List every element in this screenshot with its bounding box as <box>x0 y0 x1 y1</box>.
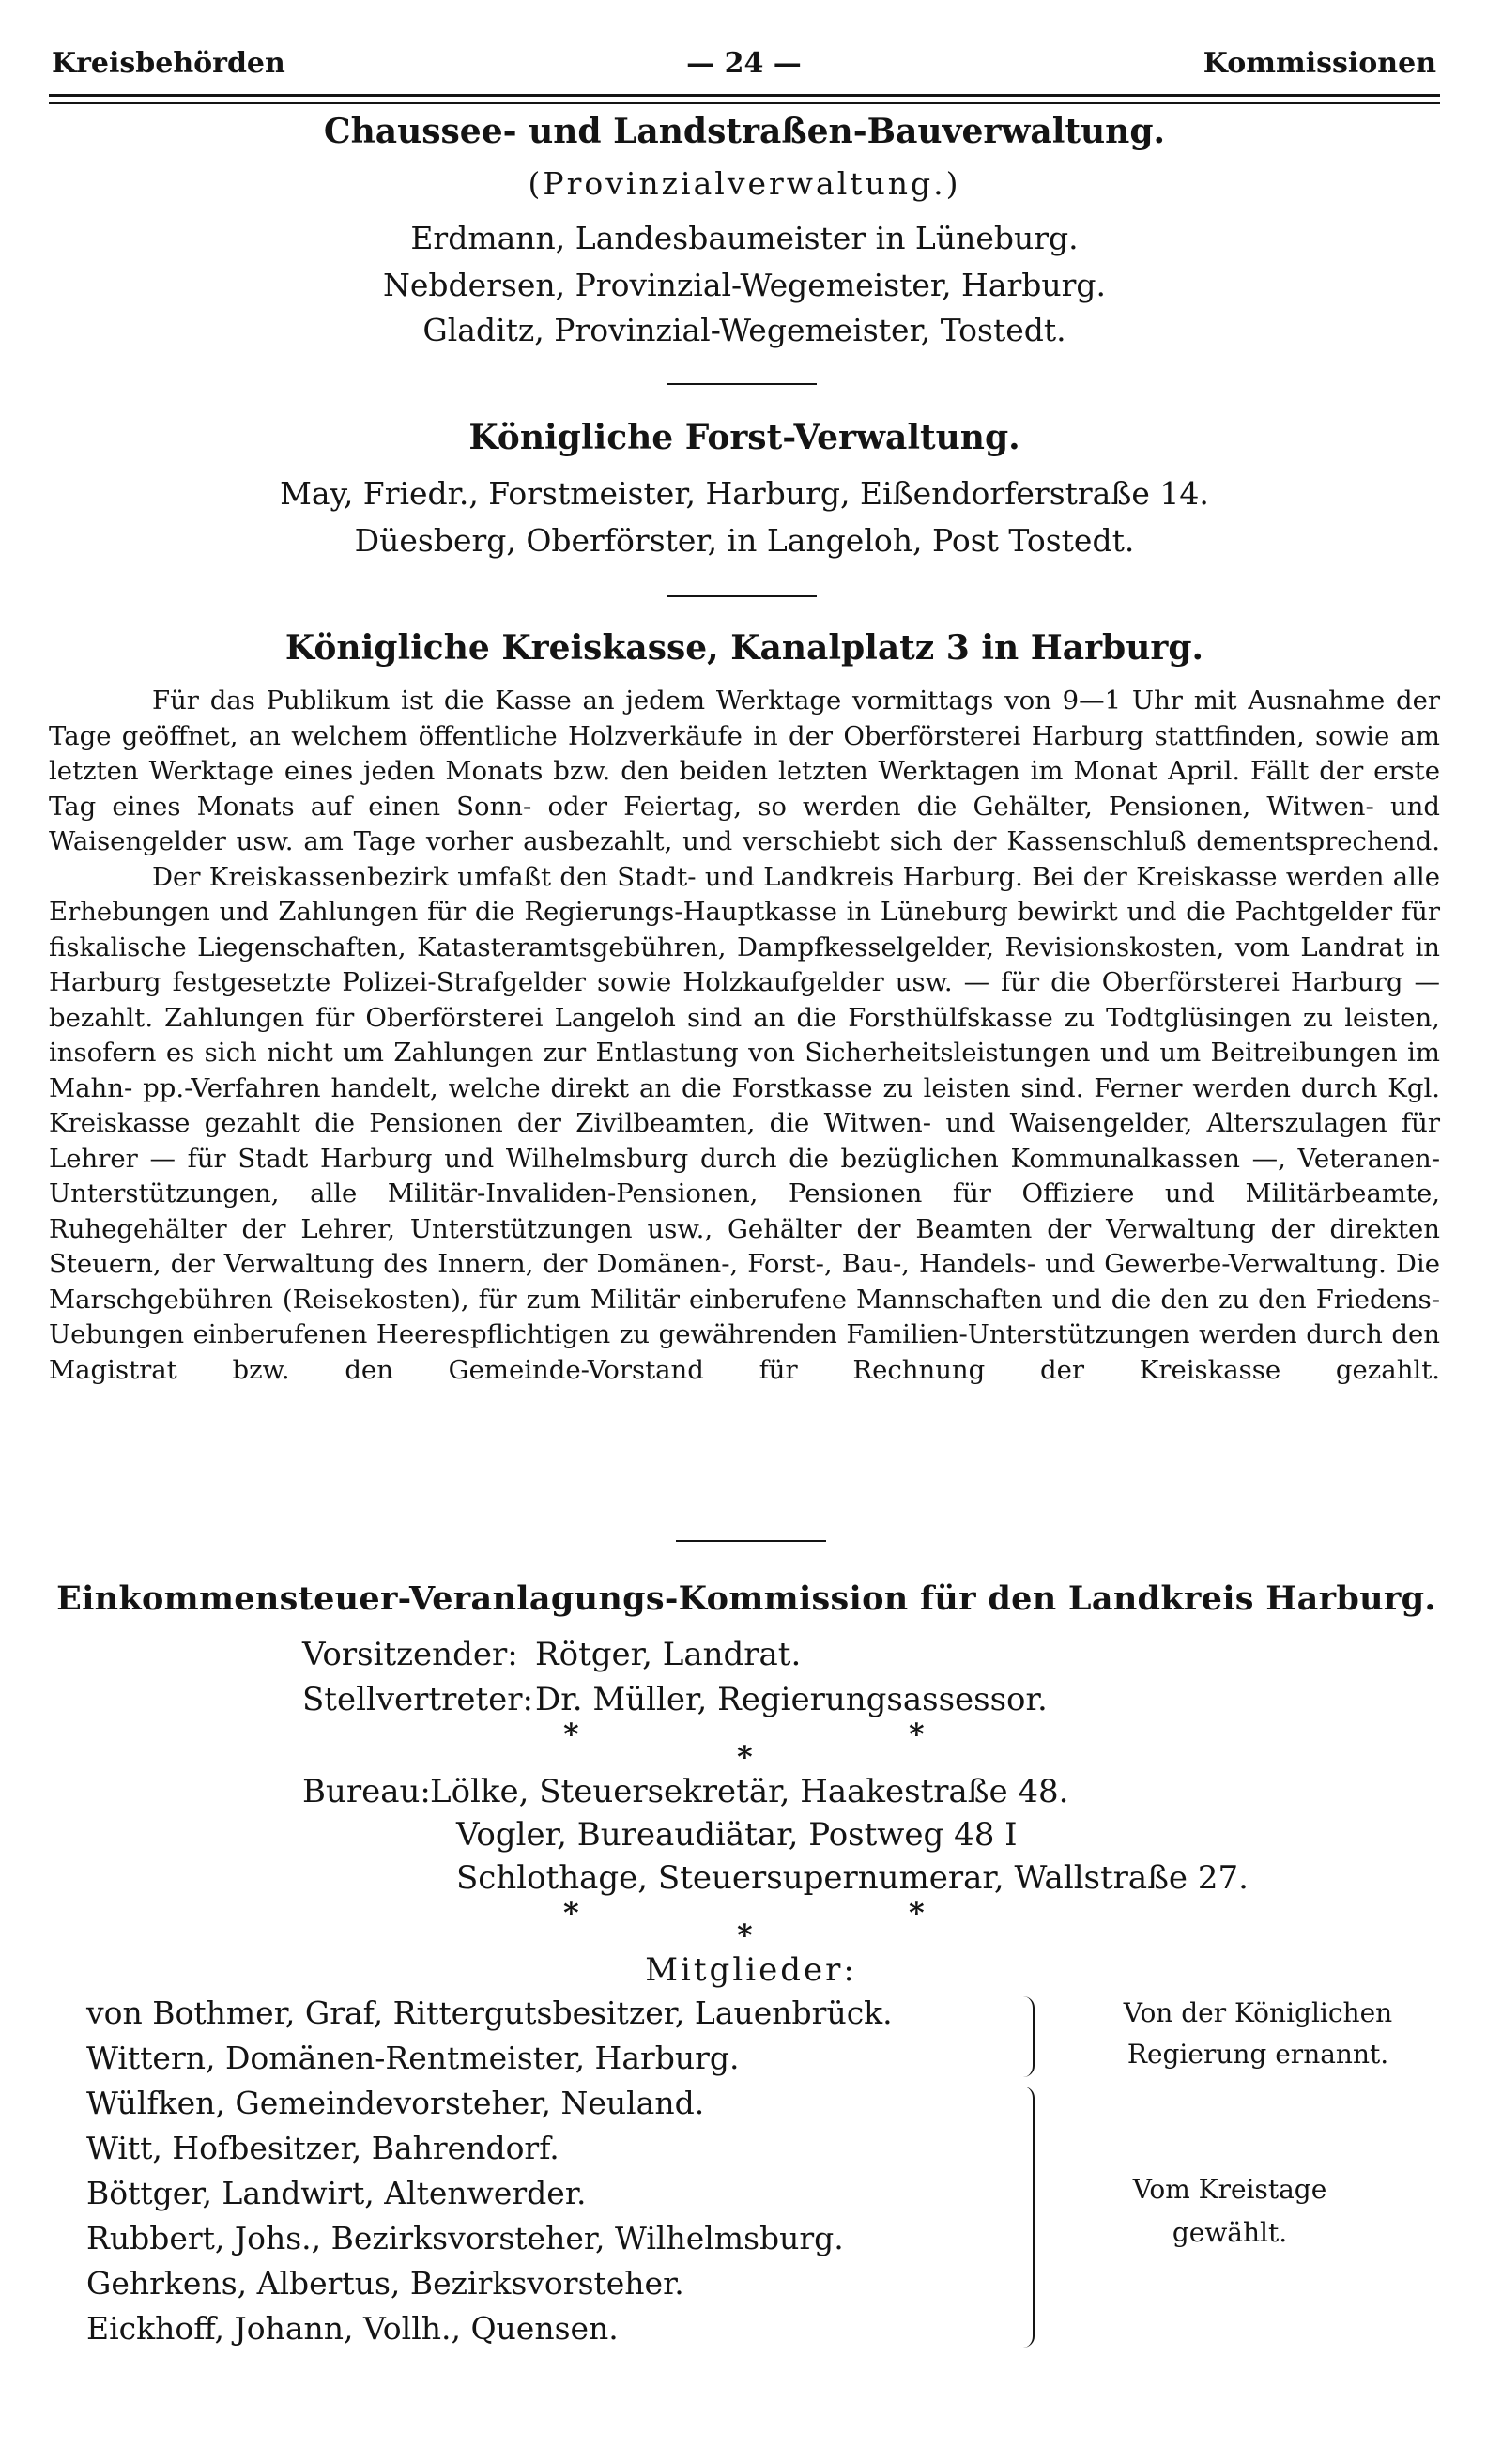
member-entry: Wülfken, Gemeindevorsteher, Neuland. <box>86 2085 705 2121</box>
note-regierung-line1: Von der Königlichen <box>1123 1997 1393 2028</box>
entry-line: Gladitz, Provinzial-Wegemeister, Tostedt. <box>422 312 1066 348</box>
mitglieder-heading: Mitglieder: <box>645 1951 857 1989</box>
member-entry: von Bothmer, Graf, Rittergutsbesitzer, Lauenbrück. <box>86 1994 893 2031</box>
note-kreistag-line2: gewählt. <box>1172 2217 1288 2248</box>
vorsitzender-value: Rötger, Landrat. <box>535 1636 802 1673</box>
section-title-chaussee: Chaussee- und Landstraßen-Bauverwaltung. <box>323 112 1166 151</box>
asterisk: * <box>737 1917 753 1953</box>
brace-regierung <box>1023 1996 1035 2077</box>
brace-kreistag <box>1023 2087 1035 2348</box>
bureau-label: Bureau: <box>302 1773 431 1810</box>
stellvertreter-value: Dr. Müller, Regierungsassessor. <box>535 1681 1048 1718</box>
running-header <box>52 41 1436 88</box>
stellvertreter-label: Stellvertreter: <box>302 1681 533 1718</box>
section-divider <box>676 1540 826 1542</box>
asterisk: * <box>737 1739 753 1775</box>
paragraph-opening-hours: Für das Publikum ist die Kasse an jedem Werktage vormittags von 9—1 Uhr mit Ausnahme der Tage geöffnet, an welchem öffentliche Holzverkäufe in der Oberförsterei Harburg stattfinden, sowie am letzten Werktage eines jeden Monats bzw. den beiden letzten Werktagen im Monat April. Fällt der erste Tag eines Monats auf einen Sonn- oder Feiertag, so werden die Gehälter, Pensionen, Witwen- und Waisengelder usw. am Tage vorher ausbezahlt, und verschiebt sich der Kassenschluß dementsprechend. <box>49 685 1440 856</box>
section-divider <box>667 595 817 597</box>
section-subtitle-chaussee: (Provinzialverwaltung.) <box>528 165 961 202</box>
entry-line: May, Friedr., Forstmeister, Harburg, Eißendorferstraße 14. <box>280 475 1209 512</box>
asterisk: * <box>909 1717 925 1752</box>
entry-line: Erdmann, Landesbaumeister in Lüneburg. <box>410 220 1079 256</box>
asterisk: * <box>563 1717 579 1752</box>
page-number: — 24 — <box>686 47 802 80</box>
paragraph-district: Der Kreiskassenbezirk umfaßt den Stadt- und Landkreis Harburg. Bei der Kreiskasse werden alle Erhebungen und Zahlungen für die Regierungs-Hauptkasse in Lüneburg bewirkt und die Pachtgelder für fiskalische Liegenschaften, Katasteramtsgebühren, Dampfkesselgelder, Revisionskosten, vom Landrat in Harburg festgesetzte Polizei-Strafgelder sowie Holzkaufgelder usw. — für die Oberförsterei Harburg — bezahlt. Zahlungen für Oberförsterei Langeloh sind an die Forsthülfskasse zu Todtglüsingen zu leisten, insofern es sich nicht um Zahlungen zur Entlastung von Sicherheitsleistungen und um Beitreibungen im Mahn- pp.-Verfahren handelt, welche direkt an die Forstkasse zu leisten sind. Ferner werden durch Kgl. Kreiskasse gezahlt die Pensionen der Zivilbeamten, die Witwen- und Waisengelder, Alterszulagen für Lehrer — für Stadt Harburg und Wilhelmsburg durch die bezüglichen Kommunalkassen —, Veteranen-Unterstützungen, alle Militär-Invaliden-Pensionen, Pensionen für Offiziere und Militärbeamte, Ruhegehälter der Lehrer, Unterstützungen usw., Gehälter der Beamten der Verwaltung der direkten Steuern, der Verwaltung des Innern, der Domänen-, Forst-, Bau-, Handels- und Gewerbe-Verwaltung. Die Marschgebühren (Reisekosten), für zum Militär einberufene Mannschaften und die den zu den Friedens-Uebungen einberufenen Heerespflichtigen zu gewährenden Familien-Unterstützungen werden durch den Magistrat bzw. den Gemeinde-Vorstand für Rechnung der Kreiskasse gezahlt. <box>49 861 1440 1385</box>
member-entry: Wittern, Domänen-Rentmeister, Harburg. <box>86 2040 740 2076</box>
entry-line: Düesberg, Oberförster, in Langeloh, Post Tostedt. <box>354 522 1135 559</box>
entry-line: Nebdersen, Provinzial-Wegemeister, Harburg. <box>382 267 1107 303</box>
section-title-kreiskasse: Königliche Kreiskasse, Kanalplatz 3 in Harburg. <box>284 628 1204 668</box>
header-left: Kreisbehörden <box>52 47 285 80</box>
header-rule <box>49 94 1440 104</box>
section-title-forst: Königliche Forst-Verwaltung. <box>468 418 1020 457</box>
member-entry: Witt, Hofbesitzer, Bahrendorf. <box>86 2130 559 2166</box>
note-kreistag-line1: Vom Kreistage <box>1132 2174 1327 2205</box>
header-right: Kommissionen <box>1203 47 1436 80</box>
note-regierung-line2: Regierung ernannt. <box>1126 2039 1389 2070</box>
member-entry: Rubbert, Johs., Bezirksvorsteher, Wilhelmsburg. <box>86 2220 844 2256</box>
asterisk: * <box>563 1895 579 1931</box>
bureau-entry: Vogler, Bureaudiätar, Postweg 48 I <box>456 1816 1018 1854</box>
section-title-kommission: Einkommensteuer-Veranlagungs-Kommission für den Landkreis Harburg. <box>56 1579 1436 1618</box>
vorsitzender-label: Vorsitzender: <box>302 1636 518 1673</box>
bureau-entry: Schlothage, Steuersupernumerar, Wallstraße 27. <box>456 1859 1249 1897</box>
member-entry: Eickhoff, Johann, Vollh., Quensen. <box>86 2310 619 2347</box>
kreiskasse-body <box>49 684 1440 1388</box>
section-divider <box>667 383 817 385</box>
asterisk: * <box>909 1895 925 1931</box>
member-entry: Böttger, Landwirt, Altenwerder. <box>86 2175 587 2211</box>
bureau-entry: Lölke, Steuersekretär, Haakestraße 48. <box>430 1773 1069 1810</box>
member-entry: Gehrkens, Albertus, Bezirksvorsteher. <box>86 2265 684 2302</box>
